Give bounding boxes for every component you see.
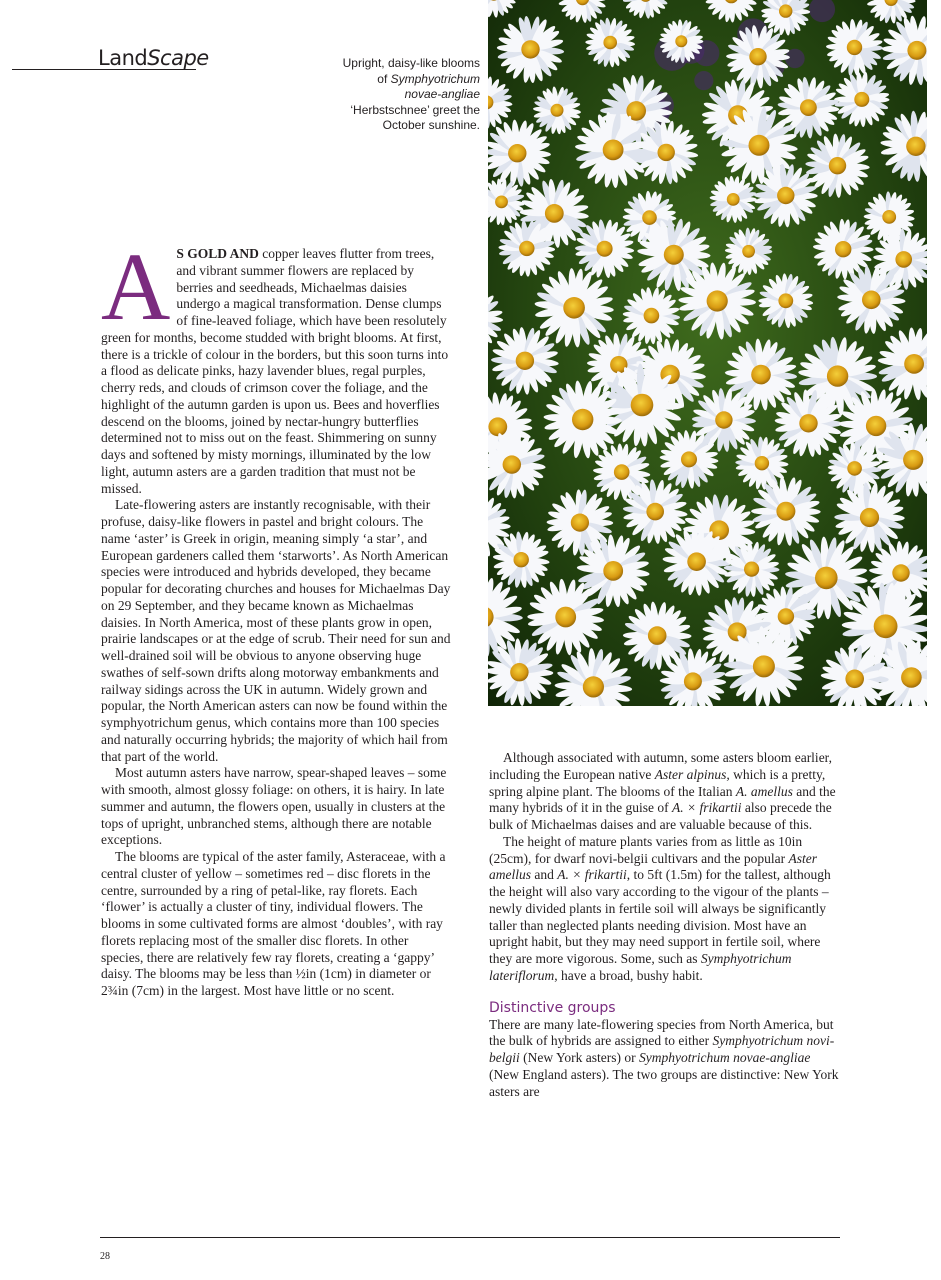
section-subheading: Distinctive groups [489, 999, 616, 1016]
lead-in: S GOLD AND [176, 246, 259, 261]
logo-text: LandScape [98, 46, 209, 70]
article-paragraph: A S GOLD AND copper leaves flutter from trees, and vibrant summer flowers are replaced by berries and seedheads, Michaelmas daisies undergo a magical transformation. Dense clumps of fine-leaved foliage, which have been resolutely green for months, become studded with bright blooms. At first, there is a trickle of colour in the borders, but this soon turns into a flood as delicate pinks, hazy lavender blues, regal purples, cherry reds, and clouds of crimson cover the foliage, and the highlight of the autumn garden is upon us. Bees and hoverflies descend on the blooms, joined by nectar-hungry butterflies determined not to miss out on the feast. Shimmering on sunny days and softened by misty mornings, illuminated by the low light, autumn asters are a garden tradition that must not be missed. [101, 233, 449, 496]
footer-rule [100, 1237, 840, 1238]
aster-photo [488, 0, 927, 706]
article-paragraph: Although associated with autumn, some asters bloom earlier, including the European native Aster alpinus, which is a pretty, spring alpine plant. The blooms of the Italian A. amellus and the many hybrids of it in the guise of A. × frikartii also precede the bulk of Michaelmas daises and are valuable because of this. [489, 750, 836, 832]
drop-cap: A [101, 233, 171, 340]
article-paragraph: The height of mature plants varies from as little as 10in (25cm), for dwarf novi-belgii cultivars and the popular Aster amellus and A. × frikartii, to 5ft (1.5m) for the tallest, although the height will also vary according to the vigour of the plants – newly divided plants in fertile soil will always be significantly taller than neglected plants needing division. Most have an upright habit, but they may need support in fertile soil, where they are more vigorous. Some, such as Symphyotrichum lateriflorum, have a broad, bushy habit. [489, 833, 831, 983]
article-column-left [101, 233, 453, 1000]
article-paragraph: The blooms are typical of the aster family, Asteraceae, with a central cluster of yellow – sometimes red – disc florets in the centre, surrounded by a ring of petal-like, ray florets. Each ‘flower’ is actually a cluster of tiny, individual flowers. The blooms in some cultivated forms are almost ‘doubles’, with ray florets replacing most of the smaller disc florets. In other species, there are relatively few ray florets, creating a ‘gappy’ daisy. The blooms may be less than ½in (1cm) in diameter or 2¾in (7cm) in the largest. Most have little or no scent. [101, 849, 446, 998]
article-paragraph: Most autumn asters have narrow, spear-shaped leaves – some with smooth, almost glossy foliage: on others, it is hairy. In late summer and autumn, the flowers open, usually in clusters at the tops of upright, unbranched stems, although there are notable exceptions. [101, 765, 447, 848]
page-number: 28 [100, 1251, 110, 1262]
article-paragraph: There are many late-flowering species from North America, but the bulk of hybrids are assigned to either Symphyotrichum novi-belgii (New York asters) or Symphyotrichum novae-angliae (New England asters). The two groups are distinctive: New York asters are [489, 1016, 839, 1099]
magazine-logo [12, 46, 209, 72]
article-paragraph: Late-flowering asters are instantly recognisable, with their profuse, daisy-like flowers in pastel and bright colours. The name ‘aster’ is Greek in origin, meaning simply ‘a star’, and European gardeners called them ‘starworts’. As North American species were introduced and hybrids developed, they became popular for decorating churches and houses for Michaelmas Day on 29 September, and they became known as Michaelmas daisies. In North America, most of these plants grow in open, prairie landscapes or at the edge of scrub. Their need for sun and well-drained soil will be obvious to anyone observing huge swathes of self-sown drifts along motorway embankments and railway sidings across the UK in autumn. Widely grown and popular, the North American asters can now be found within the symphyotrichum genus, which contains more than 100 species and naturally occurring hybrids; the majority of which hail from that part of the world. [101, 497, 451, 764]
article-column-right [489, 750, 841, 1100]
photo-caption: Upright, daisy-like blooms of Symphyotrichum novae-angliae ‘Herbstschnee’ greet the October sunshine. [342, 56, 480, 132]
